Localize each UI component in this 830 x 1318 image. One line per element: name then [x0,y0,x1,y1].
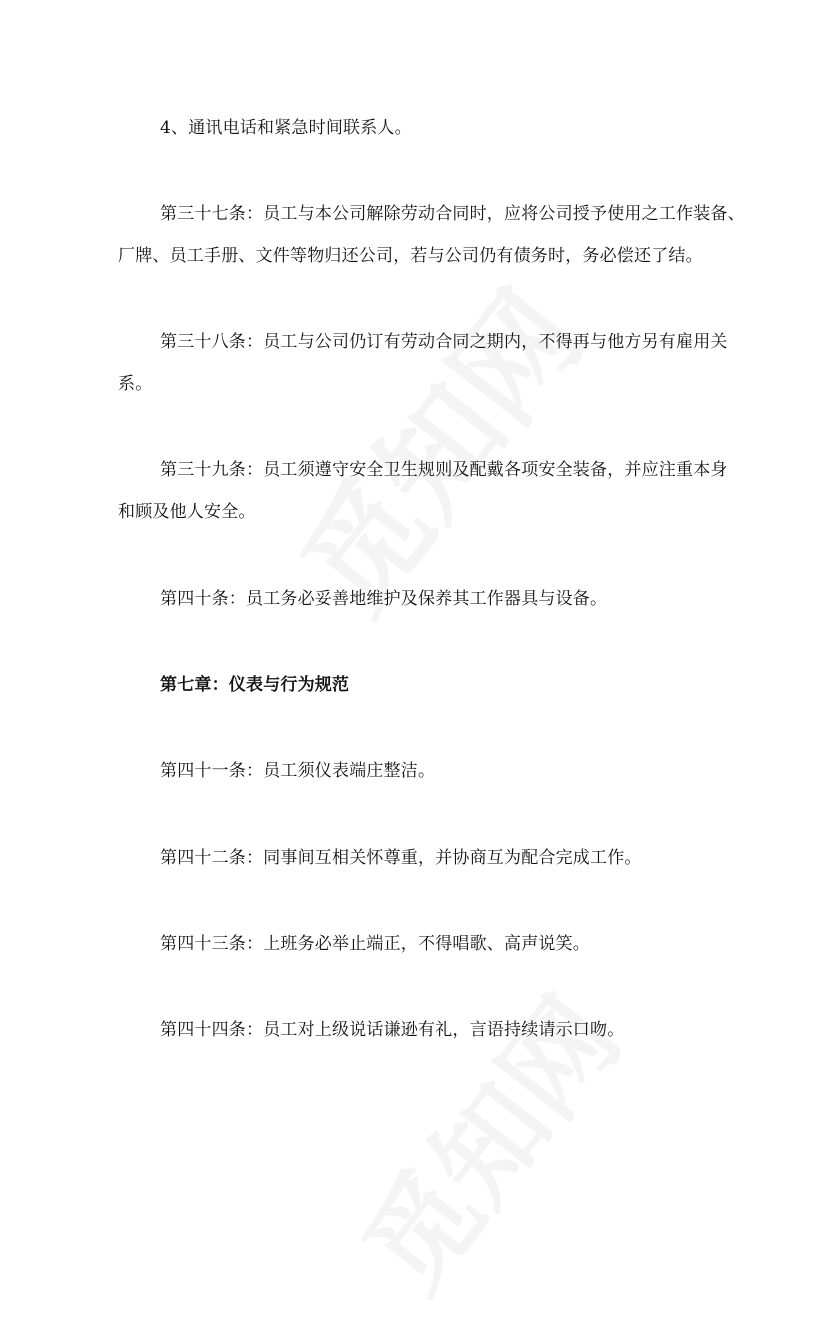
article-40: 第四十条：员工务必妥善地维护及保养其工作器具与设备。 [160,589,608,609]
article-37-line-2: 厂牌、员工手册、文件等物归还公司，若与公司仍有债务时，务必偿还了结。 [118,246,703,266]
article-41: 第四十一条：员工须仪表端庄整洁。 [160,761,436,781]
article-39-line-1: 第三十九条：员工须遵守安全卫生规则及配戴各项安全装备，并应注重本身 [160,460,728,480]
article-37-line-1: 第三十七条：员工与本公司解除劳动合同时，应将公司授予使用之工作装备、 [160,204,745,224]
watermark [321,960,649,1317]
article-44: 第四十四条：员工对上级说话谦逊有礼，言语持续请示口吻。 [160,1020,625,1040]
article-38-line-2: 系。 [118,374,153,394]
watermark [256,251,613,641]
article-39-line-2: 和顾及他人安全。 [118,502,256,522]
chapter-7-heading: 第七章：仪表与行为规范 [160,675,350,695]
list-item-contact: 4、通讯电话和紧急时间联系人。 [160,118,412,138]
article-38-line-1: 第三十八条：员工与公司仍订有劳动合同之期内，不得再与他方另有雇用关 [160,332,728,352]
article-43: 第四十三条：上班务必举止端正，不得唱歌、高声说笑。 [160,934,590,954]
article-42: 第四十二条：同事间互相关怀尊重，并协商互为配合完成工作。 [160,848,642,868]
